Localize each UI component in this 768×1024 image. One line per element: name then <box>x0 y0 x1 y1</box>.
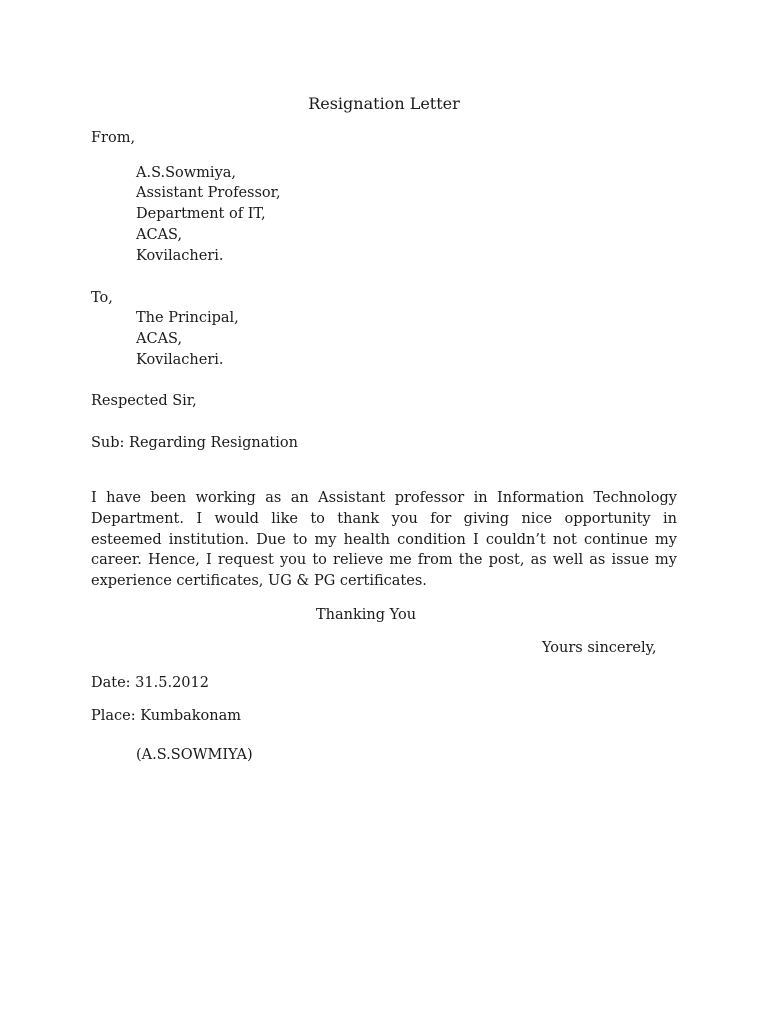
to-label: To, <box>91 290 113 306</box>
from-place: Kovilacheri. <box>136 248 224 264</box>
body-line: career. Hence, I request you to relieve me from the post, as well as issue my <box>91 552 677 569</box>
from-department: Department of IT, <box>136 206 266 222</box>
body-line: I have been working as an Assistant professor in Information Technology <box>91 490 677 506</box>
to-recipient: The Principal, <box>136 310 239 326</box>
thanking-line: Thanking You <box>316 607 417 623</box>
salutation: Respected Sir, <box>91 393 197 409</box>
body-line: Department. I would like to thank you for giving nice opportunity in <box>91 510 677 527</box>
place-line: Place: Kumbakonam <box>91 708 242 724</box>
signature-name: (A.S.SOWMIYA) <box>136 747 253 763</box>
to-institution: ACAS, <box>136 331 183 347</box>
from-designation: Assistant Professor, <box>136 185 281 201</box>
body-line: esteemed institution. Due to my health condition I couldn’t not continue my <box>91 531 677 548</box>
letter-title: Resignation Letter <box>308 94 460 113</box>
subject-line: Sub: Regarding Resignation <box>91 435 298 451</box>
from-label: From, <box>91 130 136 146</box>
from-institution: ACAS, <box>136 227 183 243</box>
closing-line: Yours sincerely, <box>542 640 657 656</box>
body-line: experience certificates, UG & PG certificates. <box>91 573 427 590</box>
date-line: Date: 31.5.2012 <box>91 675 209 691</box>
letter-body <box>91 488 677 592</box>
from-name: A.S.Sowmiya, <box>136 165 237 181</box>
to-place: Kovilacheri. <box>136 352 224 368</box>
